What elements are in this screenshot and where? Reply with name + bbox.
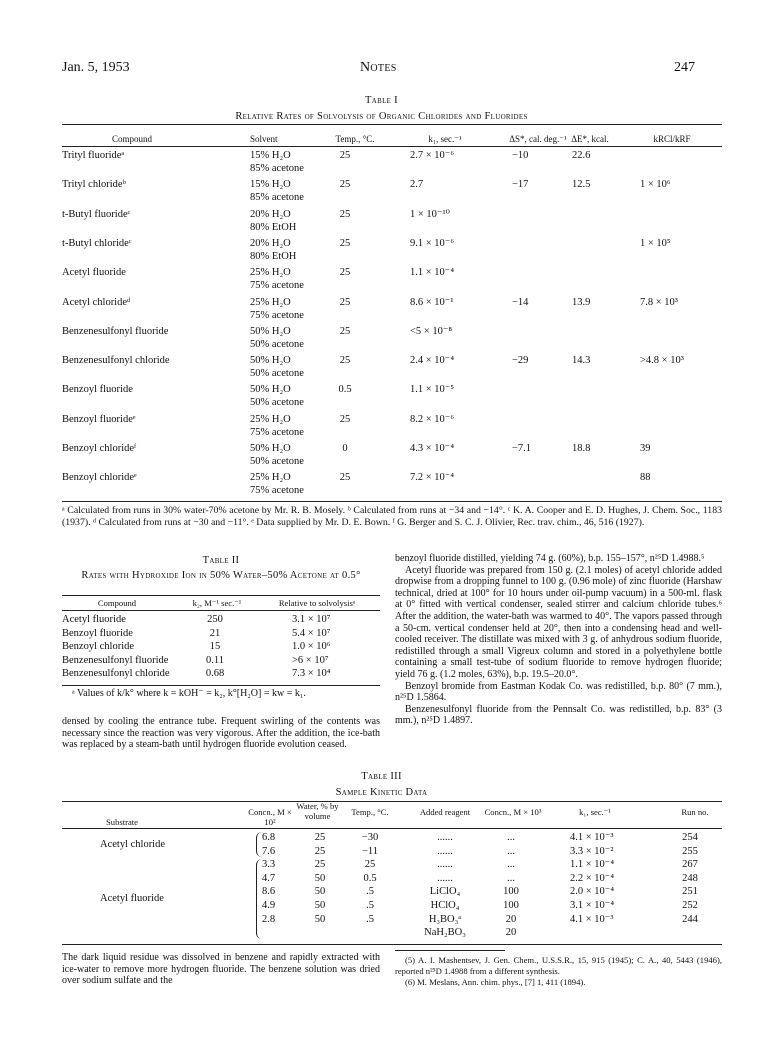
t1-header-5: ΔE*, kcal. <box>571 134 609 144</box>
t2-compound: Benzoyl fluoride <box>62 627 133 639</box>
t1-temp: 25 <box>339 325 351 337</box>
t1-solvent: 50% H₂O <box>250 325 291 337</box>
t2-compound: Benzenesulfonyl fluoride <box>62 654 169 666</box>
t1-solvent-2: 85% acetone <box>250 192 304 204</box>
t3-cell: 100 <box>503 886 519 898</box>
t3-cell: 6.8 <box>262 832 276 843</box>
t1-solvent-2: 50% acetone <box>250 338 304 350</box>
t1-solvent: 50% H₂O <box>250 384 291 396</box>
t3-cell: 248 <box>682 872 698 884</box>
references <box>395 955 722 987</box>
t2-k2: 0.68 <box>205 668 225 680</box>
t1-temp: 25 <box>339 355 351 367</box>
t2-relative: 1.0 × 10⁶ <box>292 641 331 653</box>
t3-cell: 7.6 <box>262 845 276 857</box>
t1-compound: Trityl fluorideᵃ <box>62 150 125 161</box>
t3-cell: 3.3 <box>262 859 276 871</box>
t3-header-5: Concn., M × 10³ <box>484 807 542 817</box>
t1-temp: 25 <box>339 267 351 279</box>
t1-compound: Benzoyl chlorideᵉ <box>62 472 137 484</box>
right-column-text <box>395 553 722 727</box>
t1-compound: t-Butyl chlorideᶜ <box>62 237 132 249</box>
t2-relative: 7.3 × 10⁴ <box>292 668 331 680</box>
t1-temp: 25 <box>339 296 351 308</box>
t3-cell: 267 <box>682 859 698 871</box>
t3-cell: 2.8 <box>262 913 276 925</box>
t2-k2: 0.11 <box>206 654 224 666</box>
t1-rate: 7.2 × 10⁻⁴ <box>410 472 454 484</box>
t3-cell: −30 <box>361 832 379 843</box>
t3-cell: 8.6 <box>262 886 276 898</box>
t1-energy: 14.3 <box>572 355 591 367</box>
t1-compound: Benzoyl fluoride <box>62 384 133 396</box>
t1-temp: 25 <box>339 179 351 191</box>
t3-cell: 4.7 <box>262 872 276 884</box>
t3-cell: 100 <box>503 900 519 911</box>
t3-cell: LiClO₄ <box>429 886 461 898</box>
right-paragraph-1: benzoyl fluoride distilled, yielding 74 g. (60%), b.p. 155–157°, n²⁵D 1.4988.⁵ <box>395 553 705 564</box>
t1-header-1: Solvent <box>250 134 278 144</box>
right-paragraph-2: Acetyl fluoride was prepared from 150 g. (2.1 moles) of acetyl chloride added dropwise from a dropping funnel to 100 g. (0.96 mole) of zinc fluoride (Harshaw technical, dried at 100° for 10 hours under oil-pump vacuum) in a 500-ml. flask at 0° fitted with vertical condenser, sealed stirrer and calcium chloride tubes.⁶ After the addition, the water-bath was warmed to 40°. The vapors passed through a 50-cm. vertical condenser held at 20°, then into a condensing head and well-cooled receiver. The distillate was mixed with 3 g. of anhydrous sodium fluoride, redistilled through a small Vigreux column and stored in a polyethylene bottle containing a small test-tube of sodium fluoride to remove hydrogen fluoride; yield 76 g. (1.2 moles, 63%), b.p. 19.5–20.0°. <box>395 564 722 680</box>
t1-solvent: 15% H₂O <box>250 150 291 161</box>
t3-cell: H₃BO₃ᵃ <box>428 913 462 925</box>
t1-header-2: Temp., °C. <box>335 134 375 144</box>
table3-top-rule <box>62 801 722 802</box>
t1-header-4: ΔS*, cal. deg.⁻¹ <box>509 134 567 144</box>
t3-header-4: Added reagent <box>419 807 471 817</box>
t1-solvent-2: 75% acetone <box>250 309 304 321</box>
t3-substrate: Acetyl fluoride <box>100 893 164 905</box>
t3-cell: 2.2 × 10⁻⁴ <box>570 872 614 884</box>
t2-header-2: Relative to solvolysisᵃ <box>278 598 356 608</box>
t3-cell: HClO₄ <box>430 900 460 911</box>
t3-cell: 4.9 <box>262 900 276 911</box>
bottom-left-text: The dark liquid residue was dissolved in benzene and rapidly extracted with ice-water to remove more hydrogen fluoride. The benzene solution was dried over sodium sulfate and the <box>62 952 380 987</box>
t1-compound: Acetyl fluoride <box>62 267 126 279</box>
t1-ratio: 88 <box>640 472 651 484</box>
table2-footnote: ᵃ Values of k/k° where k = kOH⁻ = k₂, k°[H₂O] = kw = k₁. <box>72 688 306 699</box>
t2-relative: >6 × 10⁷ <box>292 654 329 666</box>
t1-temp: 0.5 <box>338 384 352 396</box>
t1-rate: 8.6 × 10⁻¹ <box>410 296 454 308</box>
t3-header-6: k₁, sec.⁻¹ <box>579 807 611 817</box>
t1-solvent-2: 75% acetone <box>250 485 304 497</box>
group-brace <box>256 832 262 857</box>
reference-5: (5) A. I. Mashentsev, J. Gen. Chem., U.S.S.R., 15, 915 (1945); C. A., 40, 5443 (1946), reported n²⁵D 1.4988 from a different synthesis. <box>395 955 722 976</box>
right-paragraph-3: Benzoyl bromide from Eastman Kodak Co. was redistilled, b.p. 80° (7 mm.), n²⁵D 1.5864. <box>395 680 722 704</box>
t1-compound: Benzenesulfonyl fluoride <box>62 325 169 337</box>
t2-compound: Acetyl fluoride <box>62 614 126 625</box>
t1-solvent-2: 75% acetone <box>250 426 304 438</box>
t2-k2: 21 <box>209 627 221 639</box>
t3-cell: ... <box>507 872 515 884</box>
t3-cell: 255 <box>682 845 698 857</box>
reference-6: (6) M. Meslans, Ann. chim. phys., [7] 1, 411 (1894). <box>405 976 586 987</box>
t1-solvent-2: 80% EtOH <box>250 250 297 262</box>
table3-title: Table III <box>361 771 402 782</box>
t1-entropy: −10 <box>512 150 529 161</box>
table3-bottom-rule <box>62 944 722 945</box>
t1-ratio: 1 × 10⁶ <box>640 179 671 191</box>
t3-cell: NaH₂BO₃ <box>424 927 466 939</box>
t1-header-3: k₁, sec.⁻¹ <box>428 134 462 144</box>
table2-top-rule <box>62 595 380 596</box>
t1-solvent-2: 80% EtOH <box>250 221 297 233</box>
t2-k2: 250 <box>207 614 223 625</box>
table1-header-rule <box>62 146 722 147</box>
t3-cell: 0.5 <box>363 872 377 884</box>
t1-rate: 2.4 × 10⁻⁴ <box>410 355 454 367</box>
t1-solvent: 50% H₂O <box>250 443 291 454</box>
t1-entropy: −14 <box>512 296 529 308</box>
t3-cell: ...... <box>437 859 453 871</box>
t1-solvent: 50% H₂O <box>250 355 291 367</box>
group-brace <box>256 859 262 939</box>
t3-cell: 20 <box>505 927 517 939</box>
t1-rate: 8.2 × 10⁻⁶ <box>410 413 454 425</box>
t1-entropy: −29 <box>512 355 529 367</box>
table2-title: Table II <box>202 555 240 566</box>
t1-solvent-2: 50% acetone <box>250 368 304 380</box>
table2-caption: Rates with Hydroxide Ion in 50% Water–50% Acetone at 0.5° <box>81 570 361 581</box>
t3-cell: 3.1 × 10⁻⁴ <box>570 900 614 911</box>
t1-ratio: 39 <box>640 443 651 454</box>
t2-relative: 3.1 × 10⁷ <box>292 614 331 625</box>
t2-header-0: Compound <box>97 598 137 608</box>
left-column-text: densed by cooling the entrance tube. Frequent swirling of the contents was necessary since the reaction was very vigorous. After the addition, the ice-bath was replaced by a steam-bath until hydrogen fluoride evolution ceased. <box>62 716 380 751</box>
t1-compound: Acetyl chlorideᵈ <box>62 296 131 308</box>
t1-solvent: 25% H₂O <box>250 413 291 425</box>
t3-cell: −11 <box>361 845 379 857</box>
t1-temp: 0 <box>342 443 348 454</box>
t3-cell: 25 <box>314 832 326 843</box>
t3-cell: 252 <box>682 900 698 911</box>
t1-ratio: 7.8 × 10³ <box>640 296 678 308</box>
table1-footnote: ᵃ Calculated from runs in 30% water-70% acetone by Mr. R. B. Mosely. ᵇ Calculated from runs at −34 and −14°. ᶜ K. A. Cooper and E. D. Hughes, J. Chem. Soc., 1183 (1937). ᵈ Calculated from runs at −30 and −11°. ᵉ Data supplied by Mr. D. E. Bown. ᶠ G. Berger and S. C. J. Olivier, Rec. trav. chim., 46, 516 (1927). <box>62 505 722 528</box>
t1-solvent: 25% H₂O <box>250 267 291 279</box>
table1-title: Table I <box>365 95 398 106</box>
header-section: Notes <box>360 60 397 75</box>
t3-cell: 25 <box>314 859 326 871</box>
t1-solvent-2: 75% acetone <box>250 280 304 292</box>
t1-rate: 1 × 10⁻¹⁰ <box>410 208 450 220</box>
t1-temp: 25 <box>339 237 351 249</box>
t1-energy: 13.9 <box>572 296 591 308</box>
t1-rate: 2.7 <box>410 179 424 191</box>
table2-header-rule <box>62 610 380 611</box>
table3-caption: Sample Kinetic Data <box>335 787 428 798</box>
t1-energy: 18.8 <box>572 443 591 454</box>
t3-header-1: Concn., M × 10² <box>248 807 292 827</box>
t1-solvent-2: 50% acetone <box>250 456 304 467</box>
t3-header-0: Substrate <box>106 817 138 827</box>
table1-caption: Relative Rates of Solvolysis of Organic Chlorides and Fluorides <box>235 111 528 122</box>
t2-compound: Benzoyl chloride <box>62 641 135 653</box>
t2-relative: 5.4 × 10⁷ <box>292 627 331 639</box>
t3-cell: ...... <box>437 872 453 884</box>
t1-rate: 1.1 × 10⁻⁴ <box>410 267 454 279</box>
t1-ratio: >4.8 × 10³ <box>640 355 684 367</box>
t3-cell: 3.3 × 10⁻² <box>570 845 614 857</box>
t1-temp: 25 <box>339 208 351 220</box>
t3-cell: ... <box>507 832 515 843</box>
t1-solvent-2: 50% acetone <box>250 397 304 409</box>
table1-top-rule <box>62 124 722 125</box>
t1-solvent: 20% H₂O <box>250 208 291 220</box>
t3-substrate: Acetyl chloride <box>100 838 166 850</box>
t2-header-1: k₂, M⁻¹ sec.⁻¹ <box>192 598 242 608</box>
t3-cell: 244 <box>682 913 698 925</box>
t1-rate: 4.3 × 10⁻⁴ <box>410 443 454 454</box>
t1-entropy: −17 <box>512 179 529 191</box>
refs-rule <box>395 950 505 951</box>
t1-rate: <5 × 10⁻⁸ <box>410 325 453 337</box>
t3-cell: 50 <box>314 900 326 911</box>
t2-compound: Benzenesulfonyl chloride <box>62 668 170 680</box>
t3-cell: 50 <box>314 872 326 884</box>
t3-cell: .5 <box>366 913 374 925</box>
t1-rate: 2.7 × 10⁻⁶ <box>410 150 454 161</box>
t1-solvent: 25% H₂O <box>250 296 291 308</box>
t3-cell: 254 <box>682 832 698 843</box>
t3-cell: ...... <box>437 845 453 857</box>
t3-header-7: Run no. <box>681 807 709 817</box>
t3-header-3: Temp., °C. <box>351 807 389 817</box>
t2-k2: 15 <box>209 641 221 653</box>
t1-temp: 25 <box>339 413 351 425</box>
t3-cell: ...... <box>437 832 453 843</box>
t1-header-6: kRCl/kRF <box>653 134 691 144</box>
t3-header-2: Water, % by volume <box>296 801 339 821</box>
table3-header-rule <box>62 828 722 829</box>
t3-cell: 50 <box>314 886 326 898</box>
t1-energy: 12.5 <box>572 179 591 191</box>
t1-energy: 22.6 <box>572 150 591 161</box>
t1-rate: 9.1 × 10⁻⁶ <box>410 237 454 249</box>
t1-compound: Benzenesulfonyl chloride <box>62 355 170 367</box>
right-paragraph-4: Benzenesulfonyl fluoride from the Pennsalt Co. was redistilled, b.p. 83° (3 mm.), n²⁵D 1.4897. <box>395 703 722 727</box>
header-page-number: 247 <box>674 60 695 75</box>
t3-cell: .5 <box>366 886 374 898</box>
t3-cell: .5 <box>366 900 374 911</box>
t1-solvent: 25% H₂O <box>250 472 291 484</box>
t3-cell: 4.1 × 10⁻³ <box>570 913 614 925</box>
header-date: Jan. 5, 1953 <box>62 60 130 75</box>
t3-cell: 1.1 × 10⁻⁴ <box>570 859 614 871</box>
t3-cell: 20 <box>505 913 517 925</box>
t3-cell: ... <box>507 859 515 871</box>
t1-compound: Benzoyl chlorideᶠ <box>62 443 137 454</box>
t3-cell: 4.1 × 10⁻³ <box>570 832 614 843</box>
t1-solvent-2: 85% acetone <box>250 163 304 174</box>
t3-cell: 50 <box>314 913 326 925</box>
t1-solvent: 15% H₂O <box>250 179 291 191</box>
t3-cell: 2.0 × 10⁻⁴ <box>570 886 614 898</box>
t1-entropy: −7.1 <box>512 443 532 454</box>
t1-solvent: 20% H₂O <box>250 237 291 249</box>
t3-cell: 25 <box>364 859 376 871</box>
t1-temp: 25 <box>339 472 351 484</box>
t1-temp: 25 <box>339 150 351 161</box>
t1-ratio: 1 × 10⁵ <box>640 237 671 249</box>
t1-compound: Benzoyl fluorideᵉ <box>62 413 136 425</box>
t3-cell: 25 <box>314 845 326 857</box>
table1-bottom-rule <box>62 501 722 502</box>
t1-header-0: Compound <box>111 134 152 144</box>
t3-cell: ... <box>507 845 515 857</box>
t3-cell: 251 <box>682 886 698 898</box>
t1-compound: Trityl chlorideᵇ <box>62 179 126 191</box>
t1-rate: 1.1 × 10⁻⁵ <box>410 384 454 396</box>
t1-compound: t-Butyl fluorideᶜ <box>62 208 131 220</box>
table2-bottom-rule <box>62 685 380 686</box>
